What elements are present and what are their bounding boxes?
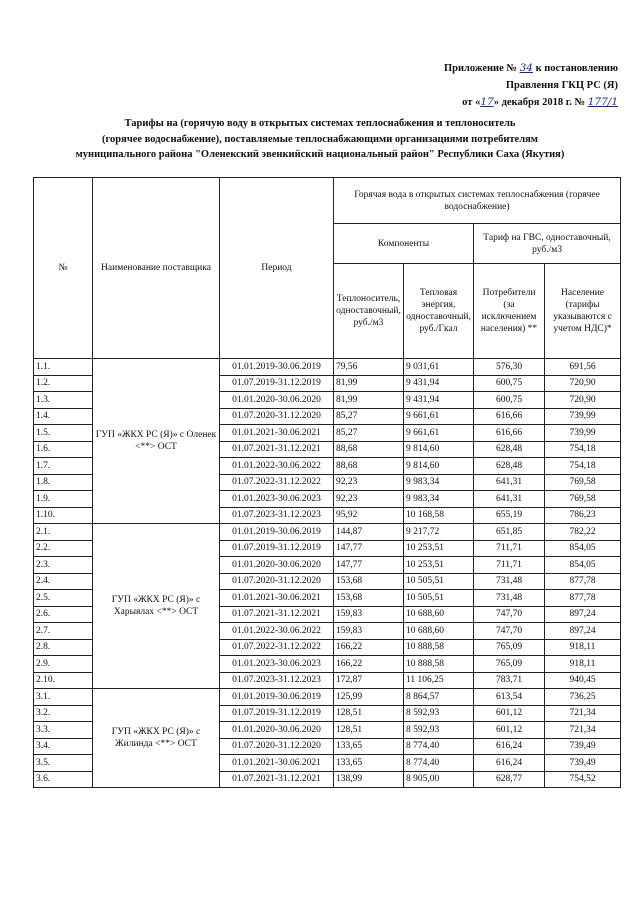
appendix-day: 17 <box>480 96 494 108</box>
population-tariff-value: 739,99 <box>545 408 621 425</box>
population-tariff-value: 720,90 <box>545 375 621 392</box>
row-number: 1.4. <box>34 408 93 425</box>
header-heat-energy: Тепловая энергия, одноставочный, руб./Гкал <box>404 264 474 359</box>
heat-energy-value: 10 505,51 <box>404 590 474 607</box>
period-cell: 01.01.2020-30.06.2020 <box>220 722 334 739</box>
heat-carrier-value: 153,68 <box>334 573 404 590</box>
header-no: № <box>34 178 93 359</box>
heat-energy-value: 9 031,61 <box>404 359 474 376</box>
row-number: 1.5. <box>34 425 93 442</box>
population-tariff-value: 721,34 <box>545 722 621 739</box>
heat-energy-value: 10 888,58 <box>404 639 474 656</box>
consumers-tariff-value: 628,77 <box>474 771 545 788</box>
heat-energy-value: 8 774,40 <box>404 755 474 772</box>
row-number: 1.9. <box>34 491 93 508</box>
consumers-tariff-value: 765,09 <box>474 639 545 656</box>
heat-carrier-value: 153,68 <box>334 590 404 607</box>
consumers-tariff-value: 616,24 <box>474 755 545 772</box>
period-cell: 01.07.2021-31.12.2021 <box>220 441 334 458</box>
population-tariff-value: 739,49 <box>545 755 621 772</box>
header-heat-carrier: Теплоноситель, одноставочный, руб./м3 <box>334 264 404 359</box>
population-tariff-value: 782,22 <box>545 524 621 541</box>
consumers-tariff-value: 616,66 <box>474 408 545 425</box>
population-tariff-value: 739,49 <box>545 738 621 755</box>
header-consumers: Потребители (за исключением населения) ** <box>474 264 545 359</box>
tariff-table-body <box>34 359 621 788</box>
consumers-tariff-value: 600,75 <box>474 375 545 392</box>
appendix-number: 34 <box>519 62 533 74</box>
row-number: 2.2. <box>34 540 93 557</box>
population-tariff-value: 877,78 <box>545 573 621 590</box>
appendix-header <box>318 60 618 111</box>
period-cell: 01.01.2020-30.06.2020 <box>220 557 334 574</box>
row-number: 2.1. <box>34 524 93 541</box>
population-tariff-value: 691,56 <box>545 359 621 376</box>
population-tariff-value: 754,18 <box>545 458 621 475</box>
heat-energy-value: 10 253,51 <box>404 540 474 557</box>
heat-energy-value: 10 688,60 <box>404 623 474 640</box>
population-tariff-value: 720,90 <box>545 392 621 409</box>
period-cell: 01.01.2019-30.06.2019 <box>220 359 334 376</box>
period-cell: 01.01.2023-30.06.2023 <box>220 491 334 508</box>
heat-energy-value: 10 253,51 <box>404 557 474 574</box>
table-row <box>34 689 621 706</box>
population-tariff-value: 940,45 <box>545 672 621 689</box>
consumers-tariff-value: 783,71 <box>474 672 545 689</box>
row-number: 3.2. <box>34 705 93 722</box>
period-cell: 01.07.2023-31.12.2023 <box>220 507 334 524</box>
population-tariff-value: 769,58 <box>545 491 621 508</box>
row-number: 1.8. <box>34 474 93 491</box>
heat-carrier-value: 138,99 <box>334 771 404 788</box>
heat-carrier-value: 79,56 <box>334 359 404 376</box>
consumers-tariff-value: 600,75 <box>474 392 545 409</box>
population-tariff-value: 918,11 <box>545 656 621 673</box>
period-cell: 01.07.2020-31.12.2020 <box>220 573 334 590</box>
period-cell: 01.01.2022-30.06.2022 <box>220 623 334 640</box>
row-number: 2.8. <box>34 639 93 656</box>
consumers-tariff-value: 641,31 <box>474 474 545 491</box>
row-number: 3.6. <box>34 771 93 788</box>
population-tariff-value: 897,24 <box>545 606 621 623</box>
heat-carrier-value: 147,77 <box>334 557 404 574</box>
heat-energy-value: 9 431,94 <box>404 392 474 409</box>
population-tariff-value: 739,99 <box>545 425 621 442</box>
consumers-tariff-value: 616,66 <box>474 425 545 442</box>
consumers-tariff-value: 747,70 <box>474 606 545 623</box>
heat-carrier-value: 172,87 <box>334 672 404 689</box>
row-number: 1.1. <box>34 359 93 376</box>
heat-carrier-value: 81,99 <box>334 392 404 409</box>
period-cell: 01.01.2021-30.06.2021 <box>220 755 334 772</box>
row-number: 1.7. <box>34 458 93 475</box>
heat-carrier-value: 95,92 <box>334 507 404 524</box>
period-cell: 01.07.2022-31.12.2022 <box>220 474 334 491</box>
period-cell: 01.07.2019-31.12.2019 <box>220 705 334 722</box>
heat-energy-value: 9 814,60 <box>404 441 474 458</box>
consumers-tariff-value: 601,12 <box>474 705 545 722</box>
header-population: Население (тарифы указываются с учетом НДС)* <box>545 264 621 359</box>
heat-carrier-value: 88,68 <box>334 458 404 475</box>
heat-energy-value: 8 864,57 <box>404 689 474 706</box>
row-number: 2.3. <box>34 557 93 574</box>
consumers-tariff-value: 711,71 <box>474 540 545 557</box>
heat-carrier-value: 159,83 <box>334 606 404 623</box>
row-number: 1.3. <box>34 392 93 409</box>
population-tariff-value: 721,34 <box>545 705 621 722</box>
heat-carrier-value: 92,23 <box>334 491 404 508</box>
row-number: 2.7. <box>34 623 93 640</box>
consumers-tariff-value: 655,19 <box>474 507 545 524</box>
table-row <box>34 524 621 541</box>
period-cell: 01.01.2020-30.06.2020 <box>220 392 334 409</box>
heat-energy-value: 9 983,34 <box>404 474 474 491</box>
row-number: 2.10. <box>34 672 93 689</box>
heat-carrier-value: 128,51 <box>334 705 404 722</box>
period-cell: 01.07.2021-31.12.2021 <box>220 606 334 623</box>
heat-energy-value: 9 661,61 <box>404 425 474 442</box>
heat-carrier-value: 88,68 <box>334 441 404 458</box>
row-number: 1.10. <box>34 507 93 524</box>
consumers-tariff-value: 711,71 <box>474 557 545 574</box>
appendix-line-2: Правления ГКЦ РС (Я) <box>505 80 618 91</box>
period-cell: 01.07.2022-31.12.2022 <box>220 639 334 656</box>
header-supplier: Наименование поставщика <box>93 178 220 359</box>
supplier-name: ГУП «ЖКХ РС (Я)» с Харыялах <**> ОСТ <box>93 524 220 689</box>
supplier-name: ГУП «ЖКХ РС (Я)» с Оленек <**> ОСТ <box>93 359 220 524</box>
consumers-tariff-value: 747,70 <box>474 623 545 640</box>
heat-energy-value: 9 661,61 <box>404 408 474 425</box>
consumers-tariff-value: 731,48 <box>474 573 545 590</box>
population-tariff-value: 786,23 <box>545 507 621 524</box>
row-number: 3.1. <box>34 689 93 706</box>
row-number: 2.5. <box>34 590 93 607</box>
consumers-tariff-value: 651,85 <box>474 524 545 541</box>
document-title: Тарифы на (горячую воду в открытых системах теплоснабжения и теплоноситель (горячее водоснабжение), поставляемые теплоснабжающими организациями потребителям муниципального района "Оленекский эвенкийский национальный район" Республики Саха (Якутия) <box>75 118 565 160</box>
heat-energy-value: 10 168,58 <box>404 507 474 524</box>
consumers-tariff-value: 616,24 <box>474 738 545 755</box>
period-cell: 01.01.2023-30.06.2023 <box>220 656 334 673</box>
heat-carrier-value: 81,99 <box>334 375 404 392</box>
header-components: Компоненты <box>334 224 474 264</box>
consumers-tariff-value: 641,31 <box>474 491 545 508</box>
row-number: 2.9. <box>34 656 93 673</box>
period-cell: 01.07.2019-31.12.2019 <box>220 540 334 557</box>
period-cell: 01.01.2021-30.06.2021 <box>220 425 334 442</box>
row-number: 1.2. <box>34 375 93 392</box>
header-tariff-gvs: Тариф на ГВС, одноставочный, руб./м3 <box>474 224 621 264</box>
heat-carrier-value: 128,51 <box>334 722 404 739</box>
period-cell: 01.07.2023-31.12.2023 <box>220 672 334 689</box>
heat-carrier-value: 166,22 <box>334 639 404 656</box>
population-tariff-value: 854,05 <box>545 557 621 574</box>
period-cell: 01.07.2020-31.12.2020 <box>220 408 334 425</box>
heat-carrier-value: 159,83 <box>334 623 404 640</box>
appendix-line-3: от «17» декабря 2018 г. № 177/1 <box>462 96 618 108</box>
heat-energy-value: 8 592,93 <box>404 722 474 739</box>
period-cell: 01.07.2021-31.12.2021 <box>220 771 334 788</box>
period-cell: 01.01.2019-30.06.2019 <box>220 524 334 541</box>
tariff-table <box>33 177 621 788</box>
population-tariff-value: 877,78 <box>545 590 621 607</box>
population-tariff-value: 897,24 <box>545 623 621 640</box>
heat-energy-value: 9 217,72 <box>404 524 474 541</box>
heat-carrier-value: 92,23 <box>334 474 404 491</box>
appendix-line-1: Приложение № 34 к постановлению <box>443 62 618 74</box>
period-cell: 01.01.2019-30.06.2019 <box>220 689 334 706</box>
heat-carrier-value: 133,65 <box>334 755 404 772</box>
consumers-tariff-value: 731,48 <box>474 590 545 607</box>
consumers-tariff-value: 576,30 <box>474 359 545 376</box>
heat-carrier-value: 133,65 <box>334 738 404 755</box>
heat-carrier-value: 85,27 <box>334 425 404 442</box>
row-number: 3.3. <box>34 722 93 739</box>
population-tariff-value: 736,25 <box>545 689 621 706</box>
heat-carrier-value: 166,22 <box>334 656 404 673</box>
consumers-tariff-value: 601,12 <box>474 722 545 739</box>
heat-energy-value: 10 688,60 <box>404 606 474 623</box>
row-number: 1.6. <box>34 441 93 458</box>
header-hot-water: Горячая вода в открытых системах теплоснабжения (горячее водоснабжение) <box>334 178 621 224</box>
heat-energy-value: 9 431,94 <box>404 375 474 392</box>
heat-carrier-value: 85,27 <box>334 408 404 425</box>
population-tariff-value: 918,11 <box>545 639 621 656</box>
decree-number: 177/1 <box>587 96 618 108</box>
supplier-name: ГУП «ЖКХ РС (Я)» с Жилинда <**> ОСТ <box>93 689 220 788</box>
consumers-tariff-value: 765,09 <box>474 656 545 673</box>
period-cell: 01.01.2022-30.06.2022 <box>220 458 334 475</box>
heat-carrier-value: 144,87 <box>334 524 404 541</box>
row-number: 3.5. <box>34 755 93 772</box>
period-cell: 01.01.2021-30.06.2021 <box>220 590 334 607</box>
consumers-tariff-value: 613,54 <box>474 689 545 706</box>
heat-energy-value: 10 505,51 <box>404 573 474 590</box>
row-number: 2.4. <box>34 573 93 590</box>
period-cell: 01.07.2019-31.12.2019 <box>220 375 334 392</box>
period-cell: 01.07.2020-31.12.2020 <box>220 738 334 755</box>
heat-carrier-value: 147,77 <box>334 540 404 557</box>
heat-energy-value: 9 814,60 <box>404 458 474 475</box>
population-tariff-value: 754,18 <box>545 441 621 458</box>
heat-carrier-value: 125,99 <box>334 689 404 706</box>
row-number: 2.6. <box>34 606 93 623</box>
heat-energy-value: 8 774,40 <box>404 738 474 755</box>
heat-energy-value: 8 592,93 <box>404 705 474 722</box>
consumers-tariff-value: 628,48 <box>474 458 545 475</box>
heat-energy-value: 9 983,34 <box>404 491 474 508</box>
population-tariff-value: 854,05 <box>545 540 621 557</box>
heat-energy-value: 10 888,58 <box>404 656 474 673</box>
population-tariff-value: 769,58 <box>545 474 621 491</box>
table-row <box>34 359 621 376</box>
population-tariff-value: 754,52 <box>545 771 621 788</box>
row-number: 3.4. <box>34 738 93 755</box>
consumers-tariff-value: 628,48 <box>474 441 545 458</box>
header-period: Период <box>220 178 334 359</box>
heat-energy-value: 8 905,00 <box>404 771 474 788</box>
heat-energy-value: 11 106,25 <box>404 672 474 689</box>
